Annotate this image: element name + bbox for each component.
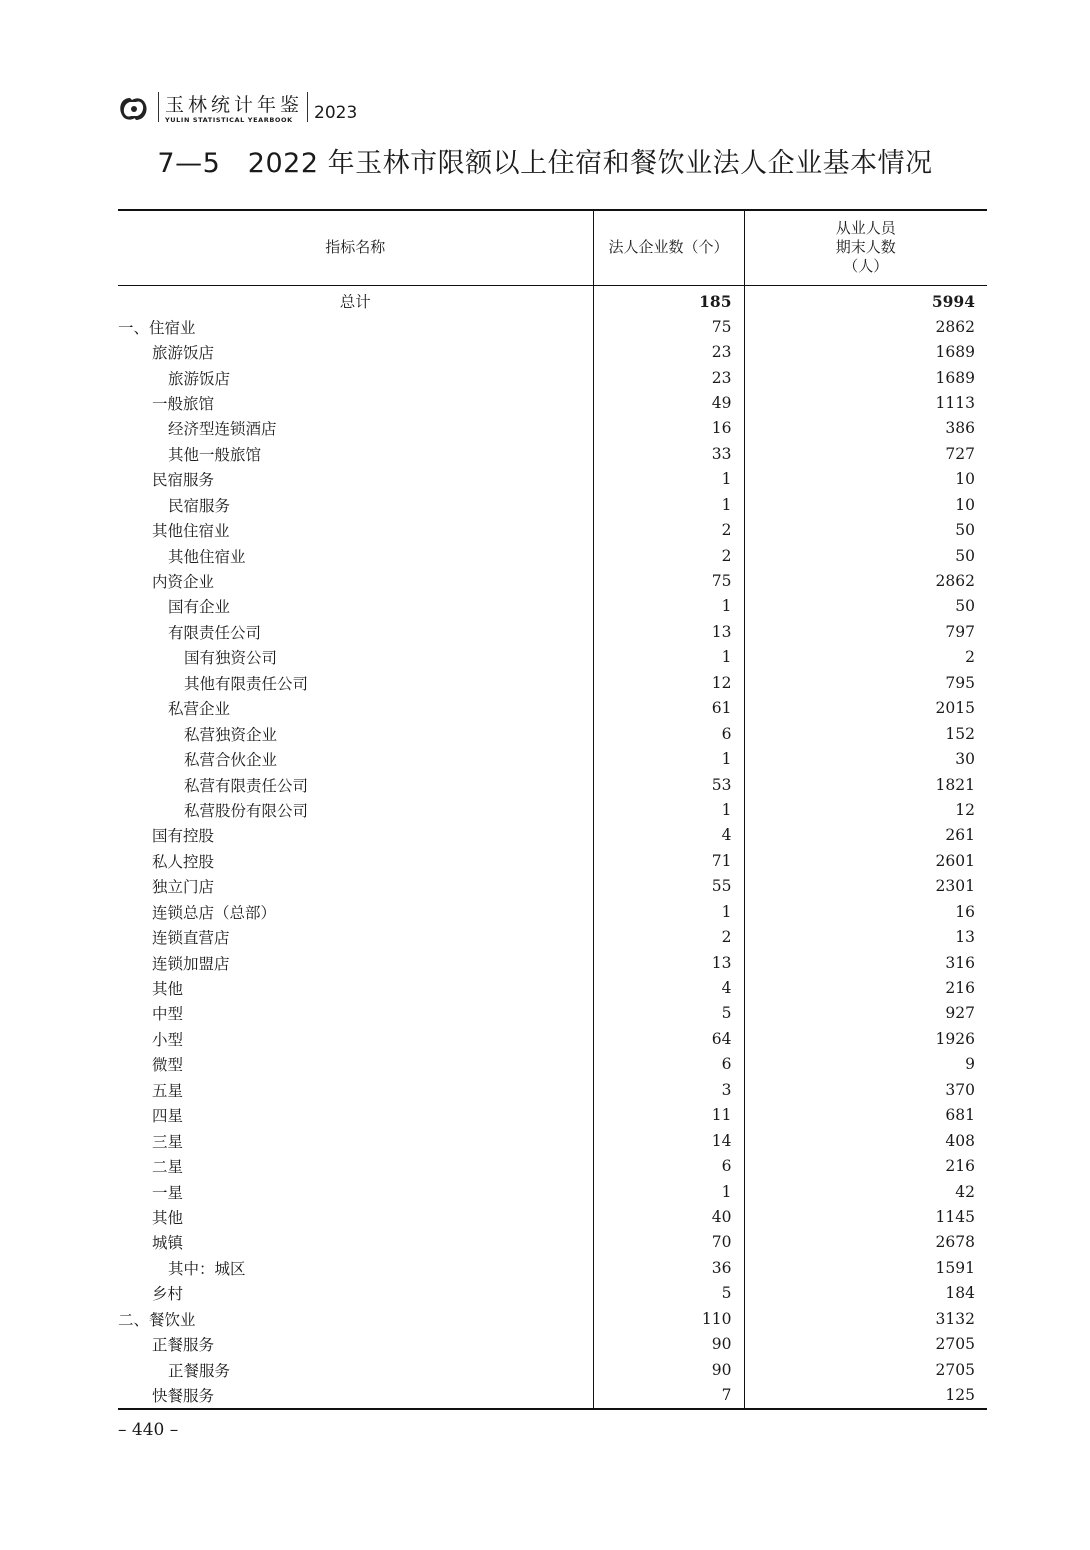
staff-count-cell: 2862 — [744, 568, 987, 593]
table-row — [118, 1357, 987, 1382]
name-cell: 民宿服务 — [152, 471, 215, 490]
table-row — [118, 619, 987, 644]
table-row — [118, 696, 987, 721]
table-row — [118, 1103, 987, 1128]
table-row — [118, 1281, 987, 1306]
staff-count-cell: 10 — [744, 467, 987, 492]
column-header-staff-count: 从业人员 期末人数 （人） — [744, 210, 987, 285]
table-row — [118, 1128, 987, 1153]
table-row — [118, 467, 987, 492]
enterprise-count-cell: 1 — [593, 492, 744, 517]
name-cell: 一、住宿业 — [118, 318, 196, 337]
staff-count-cell: 927 — [744, 1001, 987, 1026]
name-cell: 私营企业 — [168, 700, 231, 719]
name-cell: 其他有限责任公司 — [184, 674, 309, 693]
enterprise-count-cell: 2 — [593, 924, 744, 949]
header-divider — [158, 92, 159, 122]
name-cell: 国有独资公司 — [184, 649, 278, 668]
enterprise-count-cell: 70 — [593, 1230, 744, 1255]
enterprise-count-cell: 12 — [593, 670, 744, 695]
name-cell: 小型 — [152, 1030, 184, 1049]
enterprise-count-cell: 16 — [593, 416, 744, 441]
staff-count-cell: 681 — [744, 1103, 987, 1128]
page-header — [116, 84, 357, 124]
name-cell: 乡村 — [152, 1285, 184, 1304]
enterprise-count-cell: 61 — [593, 696, 744, 721]
table-row — [118, 517, 987, 542]
name-cell: 私营独资企业 — [184, 725, 278, 744]
table-row — [118, 1204, 987, 1229]
name-cell: 独立门店 — [152, 878, 215, 897]
table-row — [118, 285, 987, 314]
staff-count-cell: 5994 — [744, 285, 987, 314]
name-cell: 私人控股 — [152, 852, 215, 871]
staff-count-cell: 50 — [744, 517, 987, 542]
staff-count-cell: 727 — [744, 441, 987, 466]
enterprise-count-cell: 110 — [593, 1306, 744, 1331]
staff-count-cell: 13 — [744, 924, 987, 949]
staff-count-cell: 1145 — [744, 1204, 987, 1229]
staff-count-cell: 10 — [744, 492, 987, 517]
enterprise-count-cell: 36 — [593, 1255, 744, 1280]
name-cell: 五星 — [152, 1081, 184, 1100]
table-row — [118, 848, 987, 873]
name-cell: 经济型连锁酒店 — [168, 420, 277, 439]
table-row — [118, 314, 987, 339]
staff-count-cell: 797 — [744, 619, 987, 644]
table-row — [118, 492, 987, 517]
staff-count-cell: 370 — [744, 1077, 987, 1102]
enterprise-count-cell: 53 — [593, 772, 744, 797]
name-cell: 正餐服务 — [152, 1336, 215, 1355]
page-number: – 440 – — [118, 1420, 179, 1440]
column-header-indicator: 指标名称 — [325, 238, 386, 257]
name-cell: 中型 — [152, 1005, 184, 1024]
table-row — [118, 1230, 987, 1255]
staff-count-cell: 125 — [744, 1382, 987, 1408]
table-row — [118, 670, 987, 695]
staff-count-cell: 30 — [744, 746, 987, 771]
staff-count-cell: 1591 — [744, 1255, 987, 1280]
enterprise-count-cell: 5 — [593, 1281, 744, 1306]
enterprise-count-cell: 1 — [593, 467, 744, 492]
name-cell: 国有企业 — [168, 598, 231, 617]
staff-count-cell: 42 — [744, 1179, 987, 1204]
name-cell: 国有控股 — [152, 827, 215, 846]
enterprise-count-cell: 1 — [593, 746, 744, 771]
staff-count-cell: 2678 — [744, 1230, 987, 1255]
staff-count-cell: 9 — [744, 1052, 987, 1077]
staff-count-cell: 261 — [744, 823, 987, 848]
table-row — [118, 1026, 987, 1051]
data-table — [118, 209, 987, 1410]
enterprise-count-cell: 75 — [593, 314, 744, 339]
table-row — [118, 1255, 987, 1280]
name-cell: 其他 — [152, 980, 184, 999]
staff-count-cell: 1689 — [744, 339, 987, 364]
table-row — [118, 390, 987, 415]
table-row — [118, 543, 987, 568]
table-row — [118, 645, 987, 670]
enterprise-count-cell: 71 — [593, 848, 744, 873]
staff-count-cell: 2301 — [744, 874, 987, 899]
table-row — [118, 874, 987, 899]
staff-count-cell: 50 — [744, 543, 987, 568]
name-cell: 私营有限责任公司 — [184, 776, 309, 795]
staff-count-cell: 1926 — [744, 1026, 987, 1051]
enterprise-count-cell: 55 — [593, 874, 744, 899]
staff-count-cell: 2862 — [744, 314, 987, 339]
yearbook-year: 2023 — [314, 103, 358, 123]
enterprise-count-cell: 64 — [593, 1026, 744, 1051]
enterprise-count-cell: 6 — [593, 1052, 744, 1077]
enterprise-count-cell: 2 — [593, 517, 744, 542]
table-row — [118, 568, 987, 593]
name-cell: 三星 — [152, 1132, 184, 1151]
table-row — [118, 899, 987, 924]
enterprise-count-cell: 11 — [593, 1103, 744, 1128]
table-row — [118, 1153, 987, 1178]
table-row — [118, 772, 987, 797]
staff-count-cell: 1689 — [744, 365, 987, 390]
name-cell: 快餐服务 — [152, 1387, 215, 1406]
staff-count-cell: 216 — [744, 1153, 987, 1178]
table-row — [118, 1052, 987, 1077]
column-header-enterprise-count: 法人企业数（个） — [593, 210, 744, 285]
table-row — [118, 721, 987, 746]
table-row — [118, 746, 987, 771]
enterprise-count-cell: 33 — [593, 441, 744, 466]
name-cell: 私营股份有限公司 — [184, 801, 309, 820]
enterprise-count-cell: 3 — [593, 1077, 744, 1102]
name-cell: 其他住宿业 — [152, 522, 230, 541]
table-row — [118, 416, 987, 441]
table-row — [118, 924, 987, 949]
enterprise-count-cell: 13 — [593, 619, 744, 644]
staff-count-cell: 2705 — [744, 1357, 987, 1382]
table-header — [118, 210, 987, 285]
table-row — [118, 339, 987, 364]
name-cell: 连锁直营店 — [152, 929, 230, 948]
table-row — [118, 1179, 987, 1204]
enterprise-count-cell: 90 — [593, 1357, 744, 1382]
staff-count-cell: 386 — [744, 416, 987, 441]
enterprise-count-cell: 5 — [593, 1001, 744, 1026]
brand-cn: 玉林统计年鉴 — [165, 94, 304, 116]
enterprise-count-cell: 1 — [593, 1179, 744, 1204]
name-cell: 私营合伙企业 — [184, 751, 278, 770]
enterprise-count-cell: 14 — [593, 1128, 744, 1153]
name-cell: 城镇 — [152, 1234, 184, 1253]
name-cell: 其他一般旅馆 — [168, 445, 262, 464]
enterprise-count-cell: 13 — [593, 950, 744, 975]
enterprise-count-cell: 49 — [593, 390, 744, 415]
name-cell: 正餐服务 — [168, 1361, 231, 1380]
staff-count-cell: 184 — [744, 1281, 987, 1306]
name-cell: 二星 — [152, 1158, 184, 1177]
enterprise-count-cell: 40 — [593, 1204, 744, 1229]
name-cell: 内资企业 — [152, 573, 215, 592]
staff-count-cell: 12 — [744, 797, 987, 822]
table-row — [118, 1382, 987, 1408]
table-row — [118, 1306, 987, 1331]
name-cell: 总计 — [339, 293, 371, 312]
name-cell: 连锁总店（总部） — [152, 903, 277, 922]
staff-count-cell: 2 — [744, 645, 987, 670]
table-body — [118, 285, 987, 1409]
table-row — [118, 1331, 987, 1356]
enterprise-count-cell: 1 — [593, 899, 744, 924]
enterprise-count-cell: 4 — [593, 975, 744, 1000]
enterprise-count-cell: 1 — [593, 645, 744, 670]
name-cell: 民宿服务 — [168, 496, 231, 515]
staff-count-cell: 2705 — [744, 1331, 987, 1356]
name-cell: 其他 — [152, 1208, 184, 1227]
name-cell: 一星 — [152, 1183, 184, 1202]
table-row — [118, 365, 987, 390]
staff-count-cell: 316 — [744, 950, 987, 975]
name-cell: 旅游饭店 — [152, 344, 215, 363]
enterprise-count-cell: 90 — [593, 1331, 744, 1356]
enterprise-count-cell: 23 — [593, 365, 744, 390]
enterprise-count-cell: 23 — [593, 339, 744, 364]
table-row — [118, 1077, 987, 1102]
table-row — [118, 950, 987, 975]
table-row — [118, 797, 987, 822]
table-title: 7—5 2022 年玉林市限额以上住宿和餐饮业法人企业基本情况 — [157, 148, 933, 179]
enterprise-count-cell: 6 — [593, 721, 744, 746]
staff-count-cell: 152 — [744, 721, 987, 746]
staff-count-cell: 1113 — [744, 390, 987, 415]
name-cell: 有限责任公司 — [168, 623, 262, 642]
name-cell: 其他住宿业 — [168, 547, 246, 566]
name-cell: 旅游饭店 — [168, 369, 231, 388]
name-cell: 四星 — [152, 1107, 184, 1126]
header-divider — [307, 92, 308, 122]
staff-count-cell: 50 — [744, 594, 987, 619]
staff-count-cell: 3132 — [744, 1306, 987, 1331]
enterprise-count-cell: 4 — [593, 823, 744, 848]
name-cell: 微型 — [152, 1056, 184, 1075]
name-cell: 二、餐饮业 — [118, 1310, 196, 1329]
table-row — [118, 823, 987, 848]
enterprise-count-cell: 185 — [593, 285, 744, 314]
staff-count-cell: 408 — [744, 1128, 987, 1153]
enterprise-count-cell: 6 — [593, 1153, 744, 1178]
staff-count-cell: 1821 — [744, 772, 987, 797]
enterprise-count-cell: 75 — [593, 568, 744, 593]
name-cell: 一般旅馆 — [152, 394, 215, 413]
name-cell: 连锁加盟店 — [152, 954, 230, 973]
table-row — [118, 594, 987, 619]
enterprise-count-cell: 2 — [593, 543, 744, 568]
yearbook-logo-icon — [116, 94, 152, 124]
staff-count-cell: 795 — [744, 670, 987, 695]
table-row — [118, 1001, 987, 1026]
table-row — [118, 441, 987, 466]
staff-count-cell: 2601 — [744, 848, 987, 873]
staff-count-cell: 216 — [744, 975, 987, 1000]
enterprise-count-cell: 7 — [593, 1382, 744, 1408]
name-cell: 其中：城区 — [168, 1259, 246, 1278]
staff-count-cell: 16 — [744, 899, 987, 924]
enterprise-count-cell: 1 — [593, 594, 744, 619]
staff-count-cell: 2015 — [744, 696, 987, 721]
table-row — [118, 975, 987, 1000]
enterprise-count-cell: 1 — [593, 797, 744, 822]
brand-block — [165, 94, 303, 124]
brand-en: YULIN STATISTICAL YEARBOOK — [165, 116, 293, 124]
